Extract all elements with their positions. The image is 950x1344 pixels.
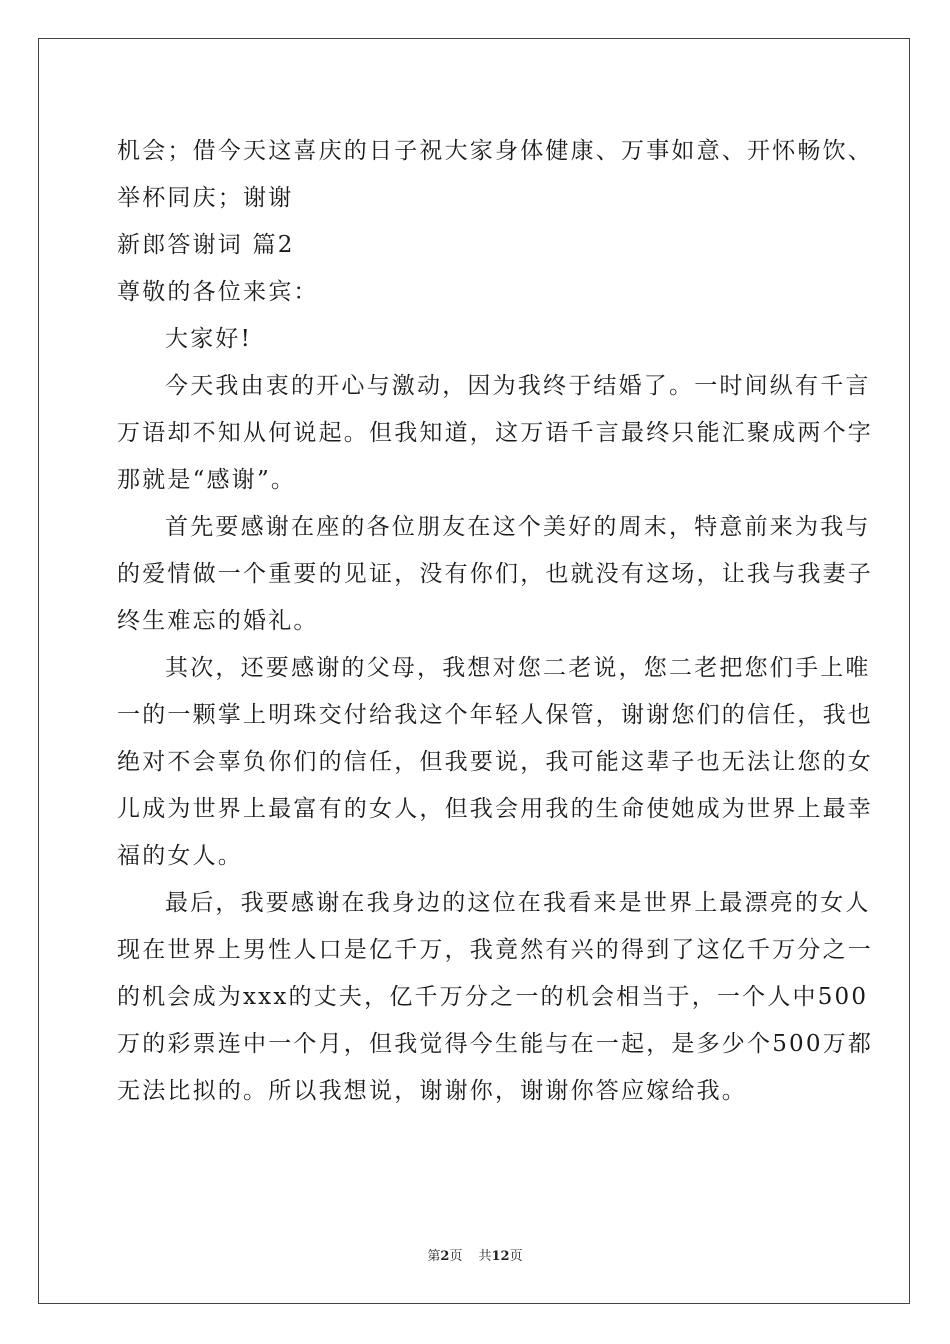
page-footer — [0, 1245, 950, 1264]
text-line: 无法比拟的。所以我想说，谢谢你，谢谢你答应嫁给我。 — [117, 1078, 747, 1104]
total-prefix: 共 — [478, 1249, 492, 1264]
text-line: 其次，还要感谢的父母，我想对您二老说，您二老把您们手上唯 — [165, 655, 871, 681]
text-line: 最后，我要感谢在我身边的这位在我看来是世界上最漂亮的女人 — [165, 890, 871, 916]
text-line: 万语却不知从何说起。但我知道，这万语千言最终只能汇聚成两个字 — [117, 420, 873, 446]
page-current: 2 — [440, 1249, 450, 1264]
text-line: 绝对不会辜负你们的信任，但我要说，我可能这辈子也无法让您的女 — [117, 749, 873, 775]
text-line: 举杯同庆；谢谢 — [117, 185, 294, 211]
page-prefix: 第 — [427, 1249, 441, 1264]
greeting: 大家好! — [165, 326, 253, 352]
text-line: 现在世界上男性人口是亿千万，我竟然有兴的得到了这亿千万分之一 — [117, 937, 873, 963]
total-suffix: 页 — [509, 1249, 523, 1264]
section-heading: 新郎答谢词 篇2 — [117, 232, 295, 258]
text-line: 机会；借今天这喜庆的日子祝大家身体健康、万事如意、开怀畅饮、 — [117, 138, 873, 164]
text-line: 一的一颗掌上明珠交付给我这个年轻人保管，谢谢您们的信任，我也 — [117, 702, 873, 728]
text-line: 首先要感谢在座的各位朋友在这个美好的周末，特意前来为我与 — [165, 514, 871, 540]
salutation: 尊敬的各位来宾： — [117, 279, 319, 305]
text-line: 今天我由衷的开心与激动，因为我终于结婚了。一时间纵有千言 — [165, 373, 871, 399]
text-line: 终生难忘的婚礼。 — [117, 608, 319, 634]
page-suffix: 页 — [449, 1249, 463, 1264]
text-line: 的爱情做一个重要的见证，没有你们，也就没有这场，让我与我妻子 — [117, 561, 873, 587]
text-line: 万的彩票连中一个月，但我觉得今生能与在一起，是多少个500万都 — [117, 1031, 874, 1057]
page-total: 12 — [491, 1249, 510, 1264]
text-line: 福的女人。 — [117, 843, 243, 869]
text-line: 儿成为世界上最富有的女人，但我会用我的生命使她成为世界上最幸 — [117, 796, 873, 822]
document-body — [117, 128, 874, 1115]
text-line: 的机会成为xxx的丈夫，亿千万分之一的机会相当于，一个人中500 — [117, 984, 869, 1010]
text-line: 那就是“感谢”。 — [117, 467, 297, 493]
